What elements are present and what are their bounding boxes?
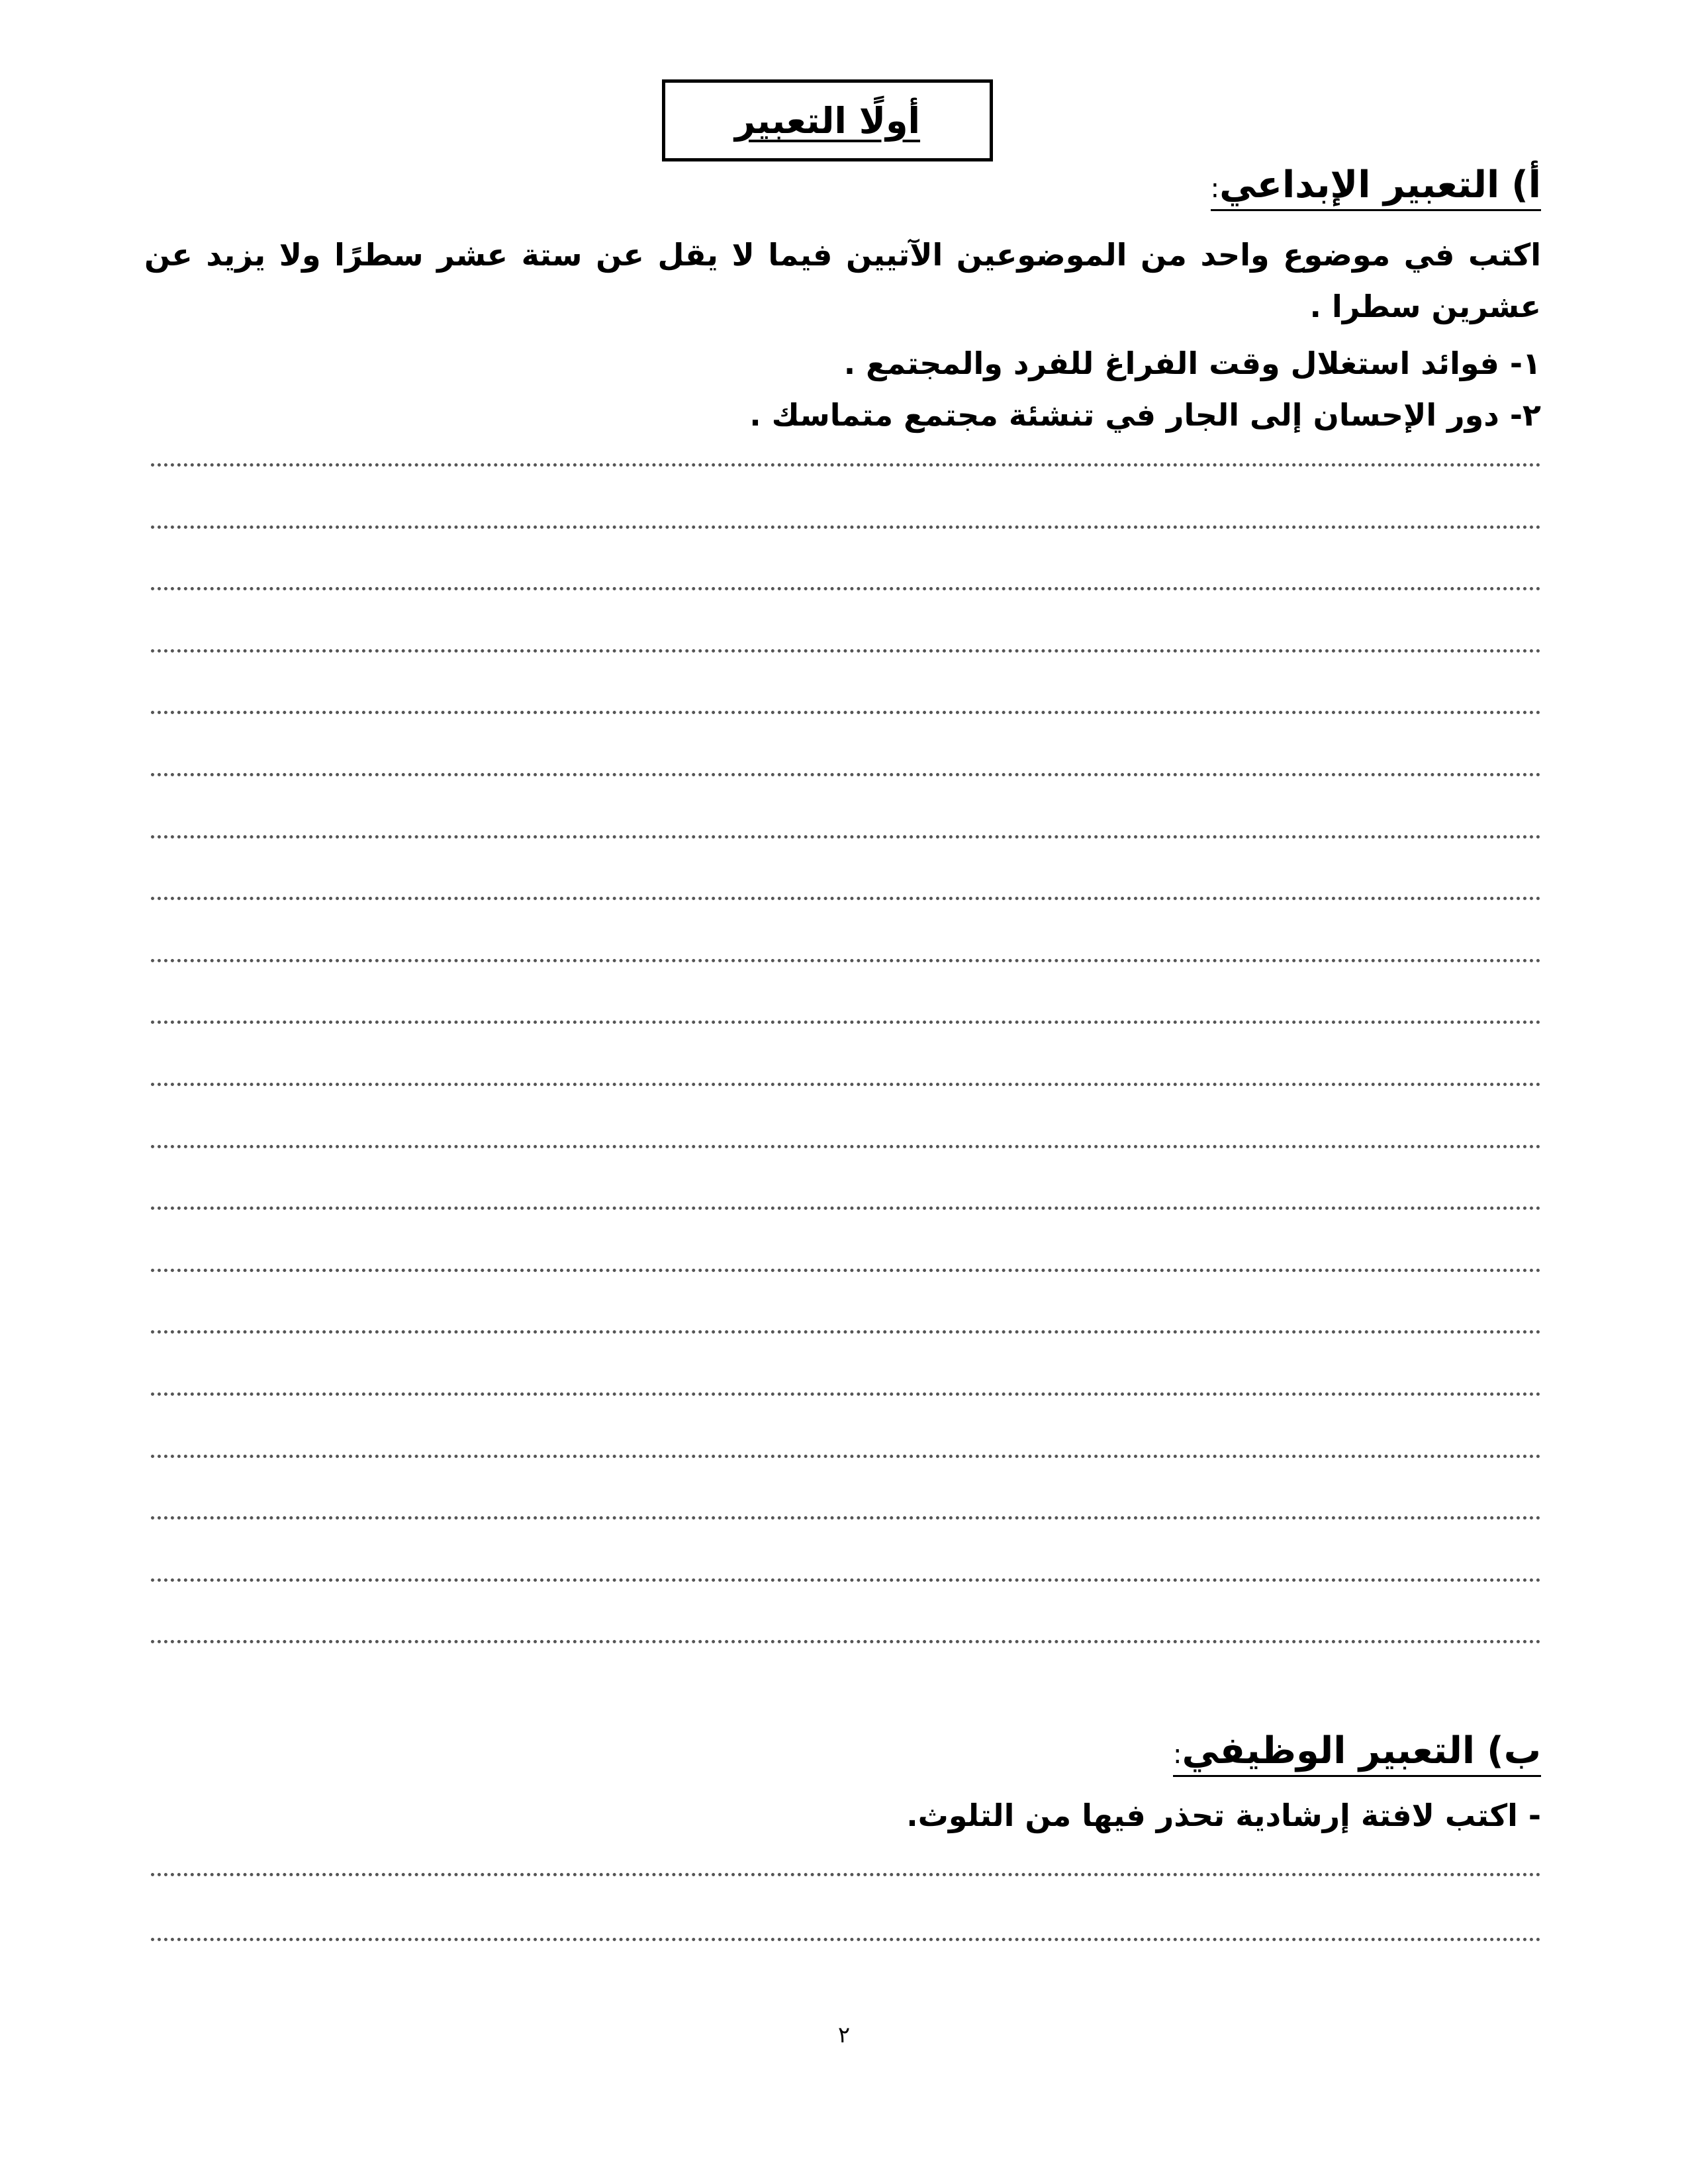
writing-line[interactable]	[151, 525, 1541, 529]
writing-line[interactable]	[151, 1873, 1541, 1876]
writing-line[interactable]	[151, 835, 1541, 839]
section-a-title: التعبير الإبداعي	[1219, 163, 1500, 206]
writing-line[interactable]	[151, 1021, 1541, 1024]
section-a-colon: :	[1210, 173, 1220, 204]
section-b-colon: :	[1173, 1739, 1182, 1770]
topic-1: ١- فوائد استغلال وقت الفراغ للفرد والمجتمع .	[843, 345, 1541, 381]
topic-2: ٢- دور الإحسان إلى الجار في تنشئة مجتمع متماسك .	[749, 397, 1541, 433]
page-number: ٢	[837, 2022, 851, 2048]
section-a-marker: أ)	[1511, 163, 1541, 206]
writing-line[interactable]	[151, 1640, 1541, 1643]
page-title: أولًا التعبير	[734, 99, 921, 142]
writing-line[interactable]	[151, 1269, 1541, 1272]
section-b-heading	[1173, 1730, 1541, 1777]
writing-line[interactable]	[151, 959, 1541, 962]
writing-line[interactable]	[151, 1455, 1541, 1458]
section-a-heading	[1211, 164, 1541, 211]
writing-line[interactable]	[151, 773, 1541, 776]
writing-line[interactable]	[151, 463, 1541, 467]
title-box	[662, 79, 993, 161]
section-b-marker: ب)	[1487, 1729, 1541, 1772]
writing-line[interactable]	[151, 1392, 1541, 1396]
writing-line[interactable]	[151, 587, 1541, 590]
writing-line[interactable]	[151, 1145, 1541, 1148]
writing-line[interactable]	[151, 1578, 1541, 1582]
section-b-task: - اكتب لافتة إرشادية تحذر فيها من التلوث.	[906, 1797, 1541, 1833]
writing-line[interactable]	[151, 897, 1541, 900]
writing-line[interactable]	[151, 1516, 1541, 1520]
writing-line[interactable]	[151, 1938, 1541, 1941]
section-b-title: التعبير الوظيفي	[1182, 1729, 1476, 1772]
writing-line[interactable]	[151, 1206, 1541, 1210]
writing-line[interactable]	[151, 1330, 1541, 1334]
writing-line[interactable]	[151, 1083, 1541, 1086]
writing-line[interactable]	[151, 649, 1541, 653]
writing-line[interactable]	[151, 711, 1541, 714]
section-a-instruction: اكتب في موضوع واحد من الموضوعين الآتيين فيما لا يقل عن ستة عشر سطرًا ولا يزيد عن عشرين سطرا .	[144, 237, 1541, 324]
